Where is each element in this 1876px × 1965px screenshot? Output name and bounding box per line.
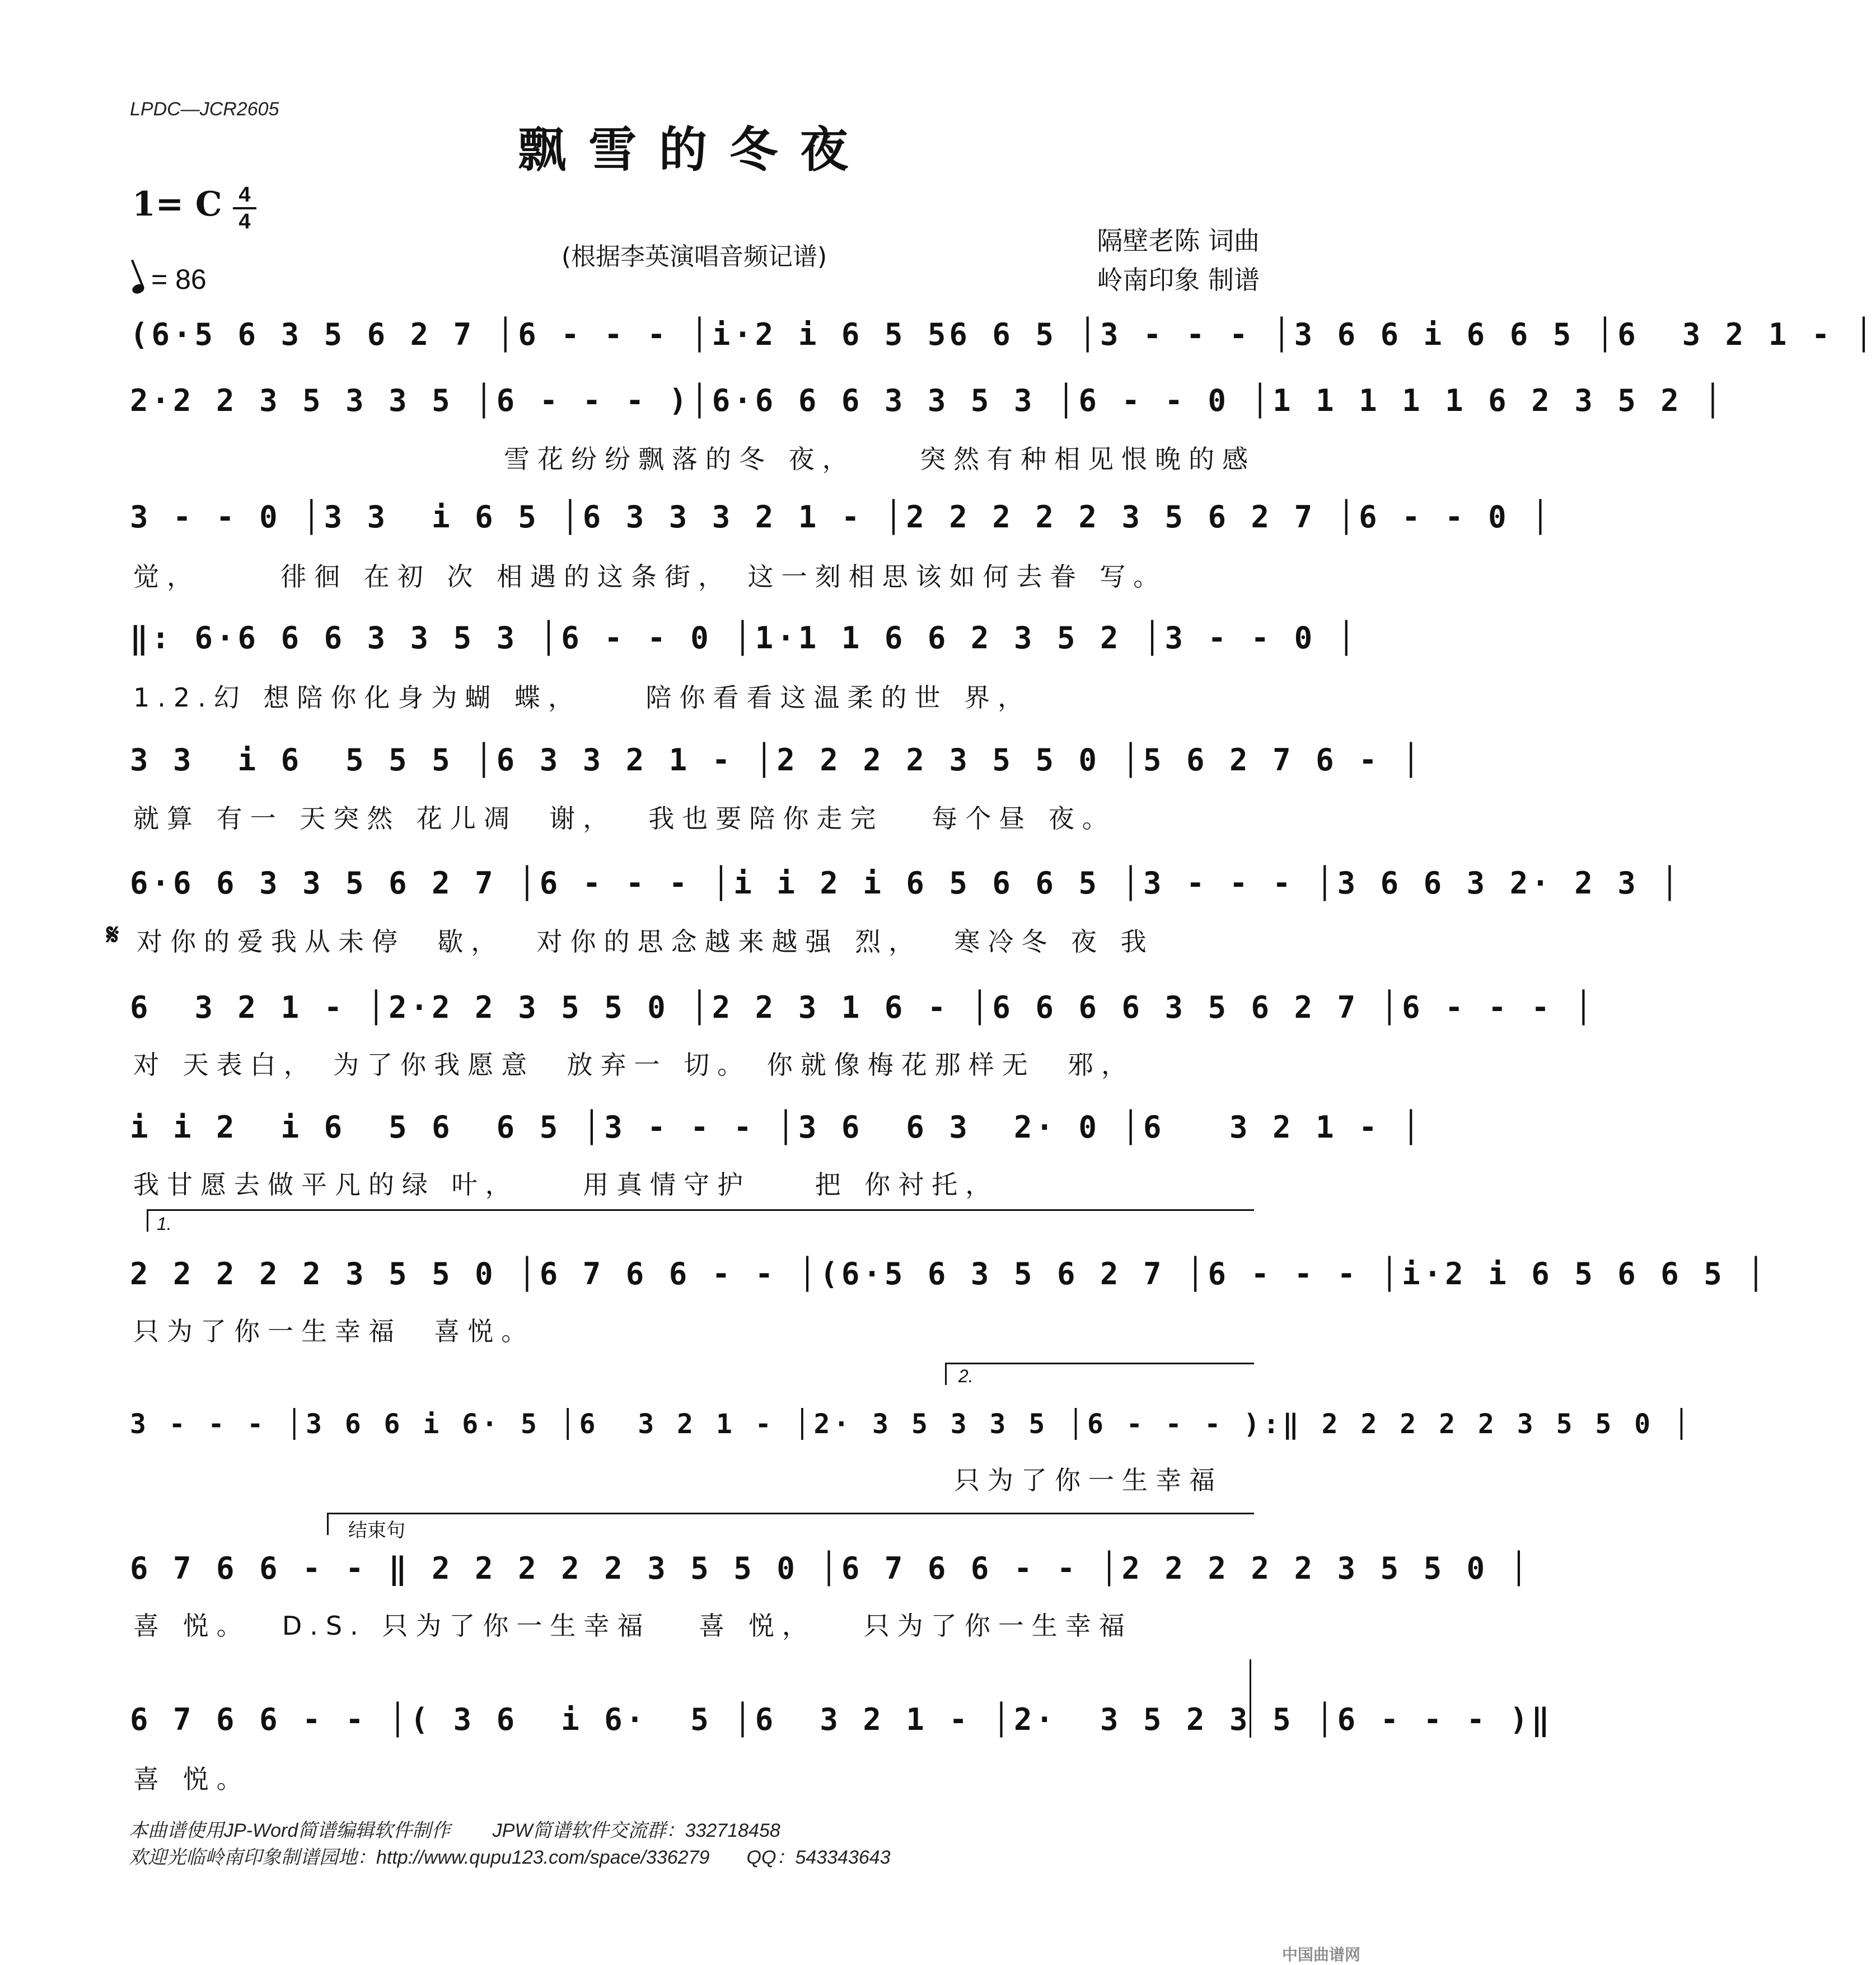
lyric-line-8: 我甘愿去做平凡的绿 叶， 用真情守护 把 你衬托， [133, 1169, 999, 1200]
score-code: LPDC—JCR2605 [130, 99, 279, 120]
footer-line-2: 欢迎光临岭南印象制谱园地：http://www.qupu123.com/space/336279 QQ：543343643 [129, 1847, 891, 1868]
lyric-line-2: 雪花纷纷飘落的冬 夜， 突然有种相见恨晚的感 [504, 444, 1256, 474]
lyric-line-6: 对你的爱我从未停 歇， 对你的思念越来越强 烈， 寒冷冬 夜 我 [137, 927, 1154, 957]
time-signature [232, 183, 258, 234]
notation-line-5: 3 3 i 6 5 5 5 │6 3 3 2 1 - │2 2 2 2 3 5 5 0 │5 6 2 7 6 - │ [130, 742, 1424, 778]
volta-1-tick [147, 1209, 148, 1232]
lyric-line-10: 只为了你一生幸福 [954, 1465, 1223, 1495]
lyric-line-9: 只为了你一生幸福 喜悦。 [133, 1316, 535, 1346]
segno-icon: 𝄋 [106, 918, 119, 952]
volta-2-tick [945, 1363, 947, 1385]
notation-line-8: i i 2 i 6 5 6 6 5 │3 - - - │3 6 6 3 2· 0 │6 3 2 1 - │ [130, 1110, 1424, 1145]
time-bottom: 4 [238, 210, 251, 233]
coda-bracket [327, 1513, 1254, 1514]
notation-line-10: 3 - - - │3 6 6 i 6· 5 │6 3 2 1 - │2· 3 5 3 3 5 │6 - - - ):‖ 2 2 2 2 2 3 5 5 0 │ [130, 1409, 1693, 1440]
notation-line-2: 2·2 2 3 5 3 3 5 │6 - - - )│6·6 6 6 3 3 5 3 │6 - - 0 │1 1 1 1 1 6 2 3 5 2 │ [130, 383, 1725, 418]
key-signature: 1= C [132, 185, 222, 224]
volta-1-bracket [147, 1209, 1254, 1211]
credit-lyrics: 隔壁老陈 词曲 [1097, 226, 1260, 256]
lyric-line-7: 对 天表白， 为了你我愿意 放弃一 切。 你就像梅花那样无 邪， [133, 1050, 1135, 1080]
tempo-value: = 86 [151, 264, 207, 295]
lyric-line-11: 喜 悦。 D.S. 只为了你一生幸福 喜 悦， 只为了你一生幸福 [133, 1611, 1133, 1641]
song-title: 飘雪的冬夜 [518, 121, 871, 178]
lyric-line-12: 喜 悦。 [133, 1764, 250, 1794]
notation-line-7: 6 3 2 1 - │2·2 2 3 5 5 0 │2 2 3 1 6 - │6 6 6 6 3 5 6 2 7 │6 - - - │ [130, 990, 1596, 1025]
quarter-note-icon [131, 282, 146, 295]
lyric-line-5: 就算 有一 天突然 花儿凋 谢， 我也要陪你走完 每个昼 夜。 [133, 803, 1116, 834]
notation-line-3: 3 - - 0 │3 3 i 6 5 │6 3 3 3 2 1 - │2 2 2 2 2 3 5 6 2 7 │6 - - 0 │ [130, 499, 1553, 535]
watermark-logo: 中国曲谱网 [1281, 1945, 1360, 1964]
time-divider [233, 207, 256, 209]
notation-line-1: (6·5 6 3 5 6 2 7 │6 - - - │i·2 i 6 5 56 6 5 │3 - - - │3 6 6 i 6 6 5 │6 3 2 1 - │ [130, 317, 1876, 352]
notation-line-9: 2 2 2 2 2 3 5 5 0 │6 7 6 6 - - │(6·5 6 3 5 6 2 7 │6 - - - │i·2 i 6 5 6 6 5 │ [130, 1256, 1769, 1292]
coda-tick [327, 1513, 329, 1535]
subtitle: (根据李英演唱音频记谱) [561, 242, 827, 271]
volta-2-label: 2. [958, 1366, 974, 1386]
lyric-line-3: 觉， 徘徊 在初 次 相遇的这条街， 这一刻相思该如何去眷 写。 [133, 562, 1167, 592]
coda-label: 结束句 [348, 1519, 405, 1542]
footer-line-1: 本曲谱使用JP-Word简谱编辑软件制作 JPW简谱软件交流群：332718458 [129, 1820, 780, 1841]
volta-2-bracket [945, 1363, 1254, 1364]
credit-score: 岭南印象 制谱 [1097, 265, 1260, 295]
notation-line-11: 6 7 6 6 - - ‖ 2 2 2 2 2 3 5 5 0 │6 7 6 6 - - │2 2 2 2 2 3 5 5 0 │ [130, 1551, 1532, 1586]
time-top: 4 [238, 183, 251, 207]
volta-1-label: 1. [157, 1214, 172, 1234]
notation-line-6: 6·6 6 3 3 5 6 2 7 │6 - - - │i i 2 i 6 5 6 6 5 │3 - - - │3 6 6 3 2· 2 3 │ [130, 865, 1682, 901]
notation-line-4: ‖: 6·6 6 6 3 3 5 3 │6 - - 0 │1·1 1 6 6 2 3 5 2 │3 - - 0 │ [130, 620, 1359, 656]
lyric-line-4: 1.2.幻 想陪你化身为蝴 蝶， 陪你看看这温柔的世 界， [133, 682, 1032, 713]
notation-line-12: 6 7 6 6 - - │( 3 6 i 6· 5 │6 3 2 1 - │2· 3 5 2 3 5 │6 - - - )‖ [130, 1702, 1553, 1737]
